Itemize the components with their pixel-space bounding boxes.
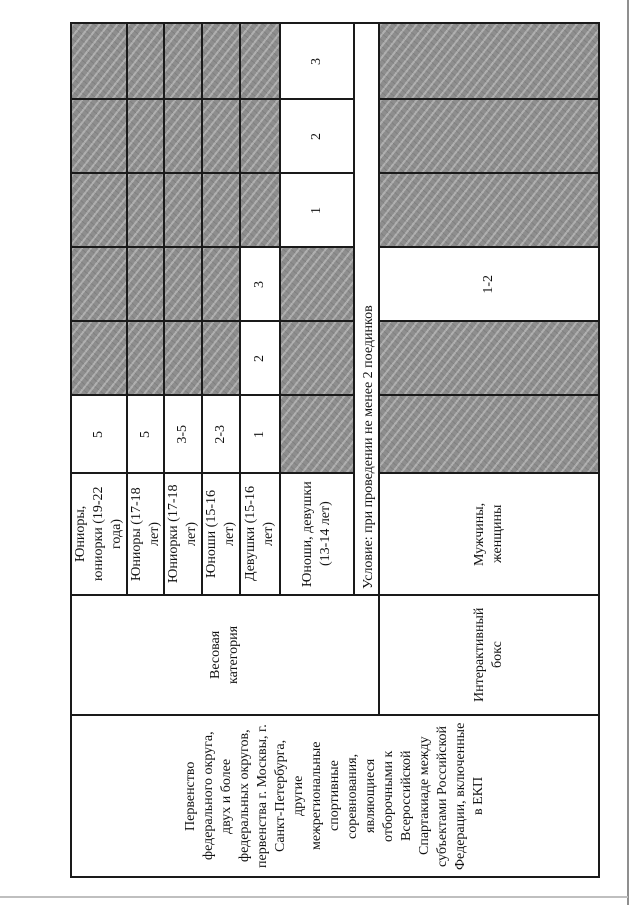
rank-cell	[71, 321, 127, 395]
rank-cell	[202, 247, 240, 321]
rank-cell	[127, 321, 164, 395]
group-label: Юноши, девушки (13-14 лет)	[300, 481, 333, 587]
rank-value: 5	[137, 430, 153, 438]
rank-cell	[280, 99, 354, 173]
group-cell	[379, 473, 599, 595]
rank-value: 1	[309, 206, 324, 214]
rank-cell	[280, 247, 354, 321]
rank-cell	[240, 321, 280, 395]
group-label: Юноши (15-16 лет)	[204, 490, 237, 578]
rank-cell	[202, 23, 240, 99]
rank-cell	[127, 99, 164, 173]
rank-cell	[240, 395, 280, 473]
page-edge	[627, 0, 629, 905]
rank-value: 2-3	[213, 424, 228, 444]
discipline-label-weight: Весовая категория	[208, 625, 241, 685]
rank-cell	[379, 23, 599, 99]
rank-cell	[240, 99, 280, 173]
group-cell	[127, 473, 164, 595]
rank-cell	[127, 395, 164, 473]
rank-cell	[71, 173, 127, 247]
condition-row	[354, 23, 379, 595]
rank-cell	[379, 173, 599, 247]
competition-cell	[71, 715, 599, 877]
rank-cell	[379, 247, 599, 321]
rank-cell	[164, 247, 202, 321]
rank-value: 3	[309, 57, 324, 65]
rank-cell	[379, 99, 599, 173]
rank-cell	[280, 321, 354, 395]
competition-label: Первенство федерального округа, двух и более федеральных округов, первенства г. Москвы, г. Санкт-Петербурга, другие межрегиональные спортивные соревнования, являющиеся отборочными к Всероссийской Спартакиаде между субъектами Российской Федерации, включенные в ЕКП	[183, 722, 486, 870]
rank-cell	[164, 23, 202, 99]
rank-cell	[71, 395, 127, 473]
group-label: Юниорки (17-18 лет)	[166, 484, 199, 584]
rank-cell	[240, 173, 280, 247]
rank-cell	[280, 395, 354, 473]
rank-cell	[280, 23, 354, 99]
rank-cell	[127, 173, 164, 247]
rank-cell	[127, 247, 164, 321]
rank-cell	[127, 23, 164, 99]
group-label: Мужчины, женщины	[472, 502, 505, 566]
rank-requirements-table	[70, 22, 600, 878]
rank-cell	[164, 395, 202, 473]
discipline-cell-weight	[71, 595, 379, 715]
group-cell	[71, 473, 127, 595]
condition-label: Условие: при проведении не менее 2 поединков	[361, 305, 376, 589]
rank-cell	[240, 23, 280, 99]
rank-cell	[379, 395, 599, 473]
rank-cell	[71, 247, 127, 321]
rank-cell	[164, 321, 202, 395]
group-label: Девушки (15-16 лет)	[243, 486, 276, 582]
rank-cell	[202, 173, 240, 247]
group-label: Юниоры (17-18 лет)	[128, 487, 162, 581]
rank-cell	[379, 321, 599, 395]
rank-cell	[202, 99, 240, 173]
rank-cell	[164, 173, 202, 247]
rank-value: 1-2	[481, 274, 496, 294]
discipline-label-interactive: Интерактивный бокс	[472, 607, 505, 703]
rank-cell	[240, 247, 280, 321]
rank-value: 3	[252, 280, 267, 288]
page-edge	[0, 896, 628, 898]
group-cell	[164, 473, 202, 595]
rank-cell	[280, 173, 354, 247]
rank-cell	[71, 99, 127, 173]
group-label: Юниоры, юниорки (19-22 года)	[73, 486, 124, 582]
rank-value: 1	[252, 430, 267, 438]
discipline-cell-interactive	[379, 595, 599, 715]
rank-cell	[164, 99, 202, 173]
rank-cell	[202, 395, 240, 473]
group-cell	[280, 473, 354, 595]
rank-value: 2	[252, 354, 267, 362]
group-cell	[202, 473, 240, 595]
group-cell	[240, 473, 280, 595]
rank-cell	[202, 321, 240, 395]
rank-cell	[71, 23, 127, 99]
rank-value: 2	[309, 132, 324, 140]
rank-value: 3-5	[175, 424, 190, 444]
rank-value: 5	[91, 430, 106, 438]
